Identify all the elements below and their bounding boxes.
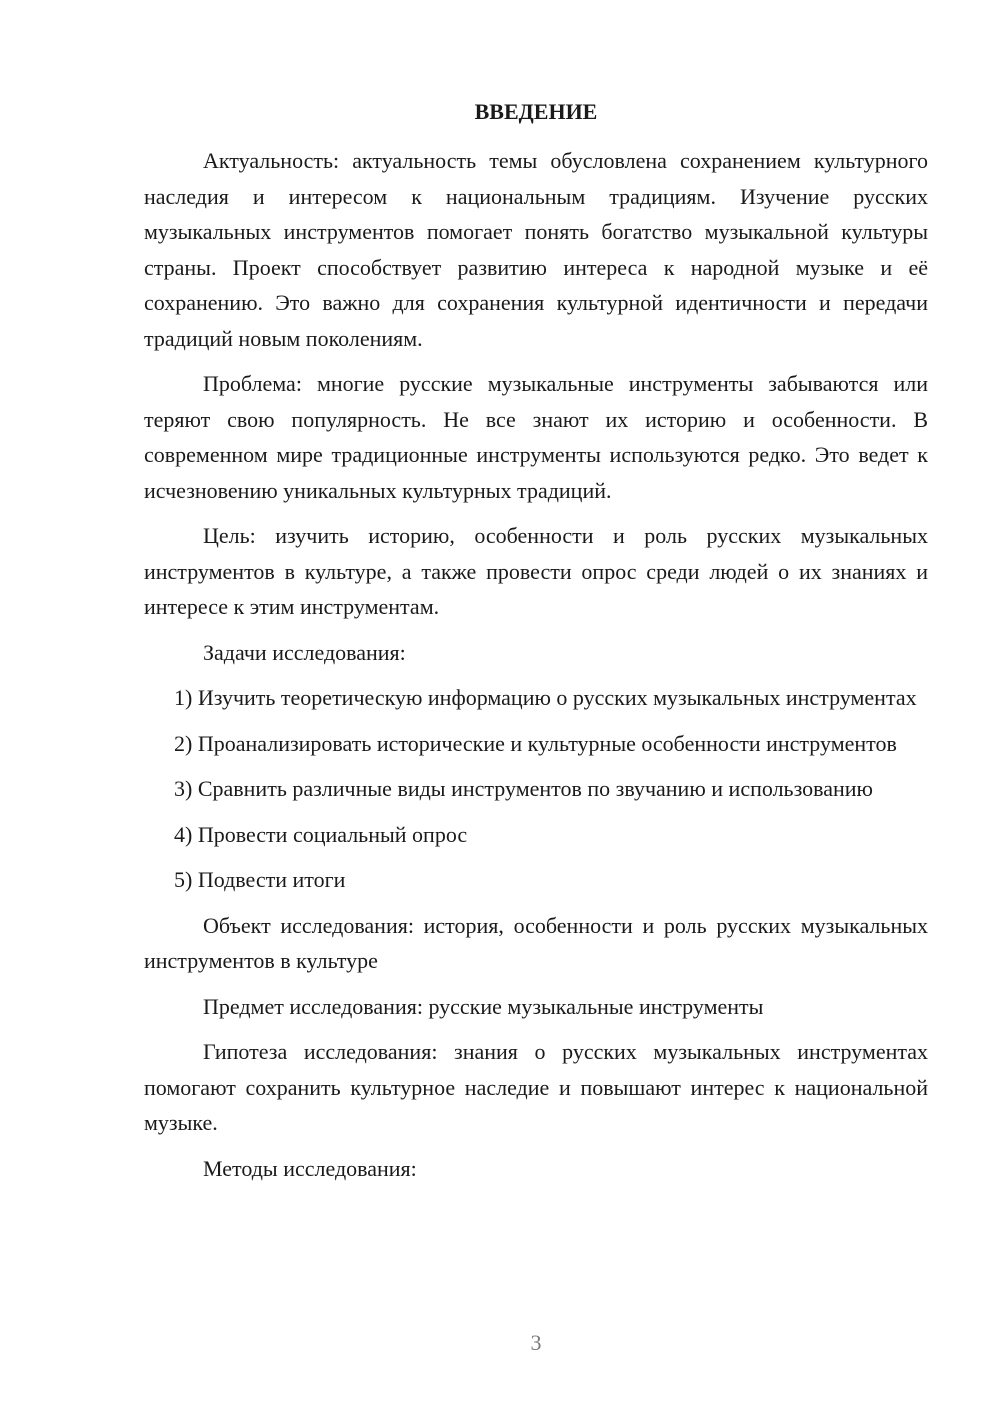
tasks-heading: Задачи исследования: [203, 639, 406, 665]
list-item: 1) Изучить теоретическую информацию о русских музыкальных инструментах [174, 685, 917, 710]
list-item: 2) Проанализировать исторические и культурные особенности инструментов [174, 730, 897, 756]
hypothesis-paragraph: Гипотеза исследования: знания о русских музыкальных инструментах помогают сохранить культурное наследие и повышают интерес к национальной музыке. [144, 1039, 928, 1135]
problem-paragraph: Проблема: многие русские музыкальные инструменты забываются или теряют свою популярность. Не все знают их историю и особенности. В современном мире традиционные инструменты используются редко. Это ведет к исчезновению уникальных культурных традиций. [144, 371, 928, 503]
subject-paragraph: Предмет исследования: русские музыкальные инструменты [203, 993, 764, 1019]
object-paragraph: Объект исследования: история, особенности и роль русских музыкальных инструментов в культуре [144, 912, 928, 973]
list-item: 5) Подвести итоги [174, 867, 346, 892]
list-item: 3) Сравнить различные виды инструментов по звучанию и использованию [174, 776, 873, 801]
relevance-paragraph: Актуальность: актуальность темы обусловлена сохранением культурного наследия и интересом к национальным традициям. Изучение русских музыкальных инструментов помогает понять богатство музыкальной культуры страны. Проект способствует развитию интереса к народной музыке и её сохранению. Это важно для сохранения культурной идентичности и передачи традиций новым поколениям. [144, 148, 928, 351]
page-title: ВВЕДЕНИЕ [474, 99, 598, 124]
list-item: 4) Провести социальный опрос [174, 821, 468, 847]
tasks-list [144, 680, 928, 898]
page-number: 3 [530, 1330, 542, 1355]
methods-heading: Методы исследования: [203, 1155, 417, 1181]
goal-paragraph: Цель: изучить историю, особенности и роль русских музыкальных инструментов в культуре, а также провести опрос среди людей о их знаниях и интересе к этим инструментам. [144, 523, 928, 619]
document-page [144, 94, 928, 1186]
